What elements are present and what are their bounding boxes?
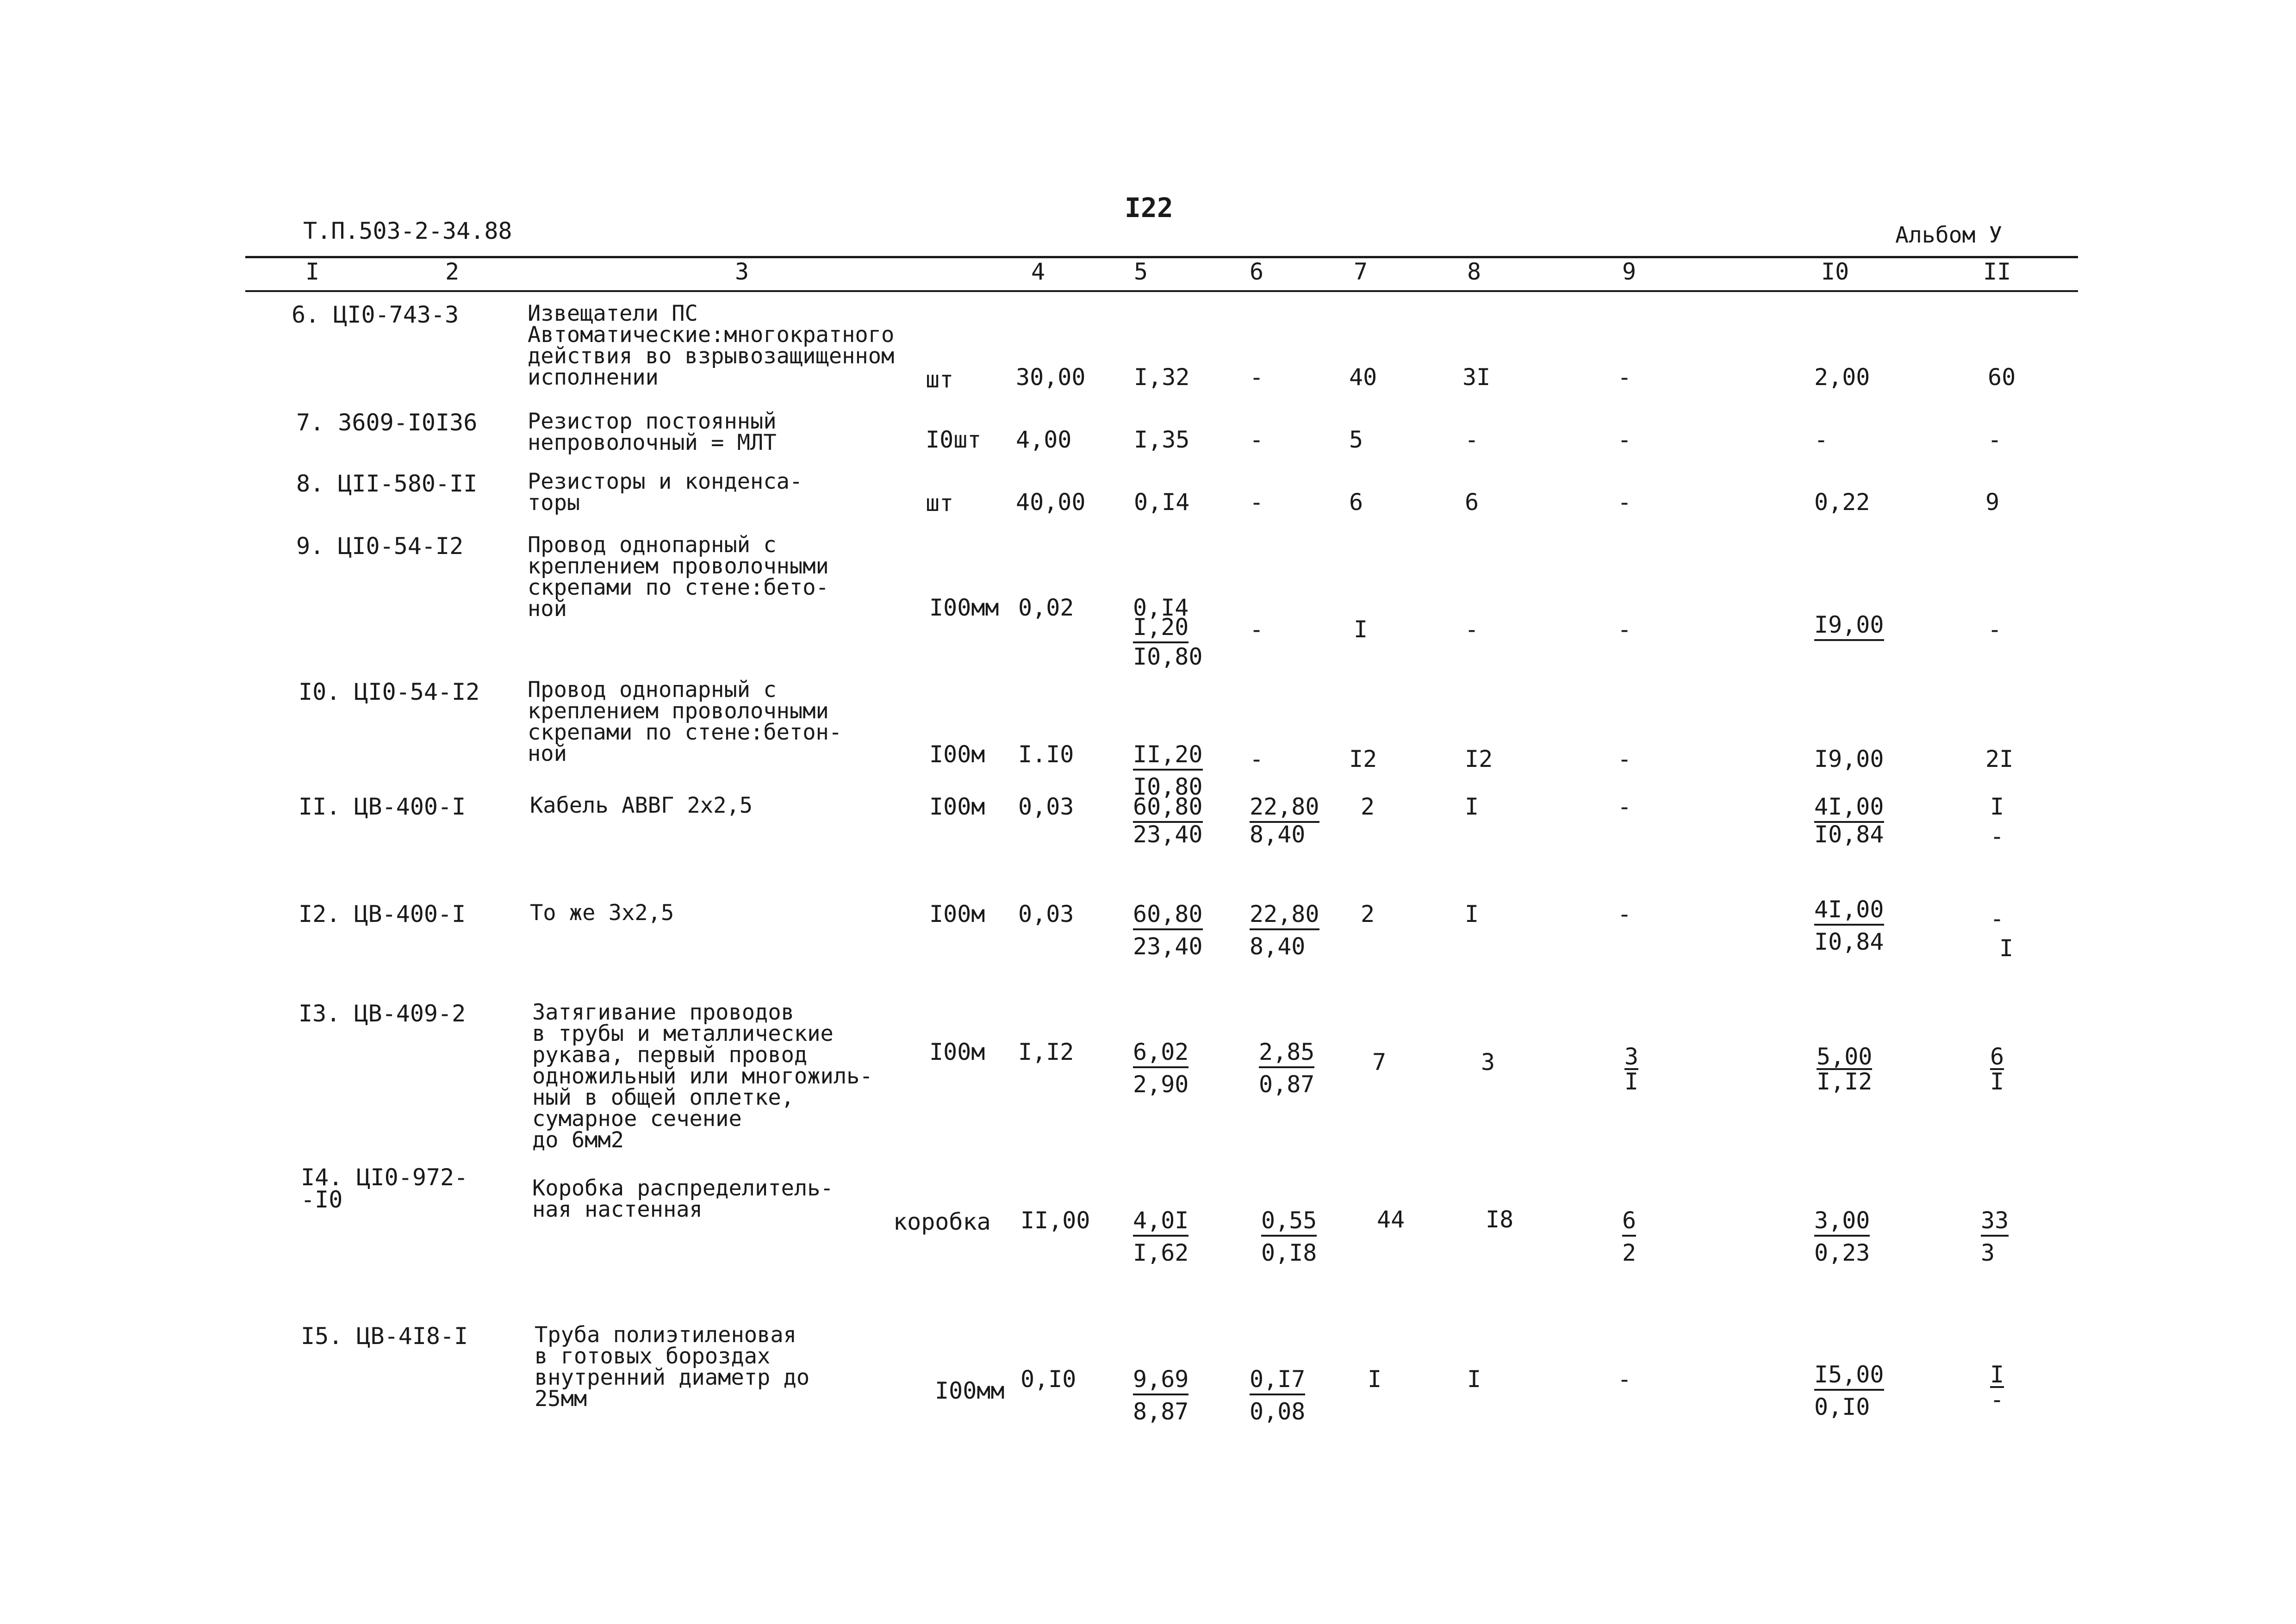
row-col10: - (1814, 426, 1829, 453)
row-col7: 7 (1372, 1049, 1387, 1076)
row-col8: I8 (1486, 1206, 1514, 1233)
fraction-denominator: 2 (1622, 1239, 1636, 1266)
stack-bottom: I (1999, 935, 2014, 962)
row-col8: I (1465, 793, 1479, 820)
row-col11-fraction (1990, 1045, 2004, 1093)
row-col11: - (1988, 426, 2002, 453)
row-col10-fraction (1814, 1363, 1884, 1419)
column-header-11: II (1983, 258, 2011, 285)
row-col10-fraction (1814, 1209, 1870, 1264)
column-header-8: 8 (1467, 258, 1481, 285)
row-col11-fraction (1981, 1209, 2009, 1264)
row-unit: I00мм (929, 594, 999, 621)
row-col10: I9,00 (1814, 746, 1884, 772)
row-description: Извещатели ПС Автоматические:многократного действия во взрывозащищенном исполнении (528, 301, 895, 390)
fraction-denominator: 0,87 (1259, 1071, 1315, 1098)
row-col7: 6 (1349, 489, 1363, 516)
row-code: 6. ЦI0-743-3 (292, 301, 459, 328)
fraction-numerator: 3 (1624, 1043, 1639, 1070)
row-col11-fraction (1990, 1363, 2004, 1411)
stack-bottom: - (1990, 823, 2004, 850)
fraction-numerator: I,20 (1133, 616, 1188, 643)
row-description: Провод однопарный с креплением проволочными скрепами по стене:бетон- ной (528, 677, 842, 766)
row-code: I2. ЦВ-400-I (299, 901, 466, 927)
row-quantity: 30,00 (1016, 364, 1086, 391)
row-col7: I2 (1349, 746, 1377, 772)
row-col5-fraction (1133, 1209, 1188, 1264)
fraction-numerator: 22,80 (1250, 795, 1319, 823)
row-col11-stack (1990, 795, 2004, 848)
fraction-numerator: 6,02 (1133, 1040, 1188, 1068)
row-unit: коробка (893, 1208, 991, 1235)
row-quantity: 0,03 (1018, 793, 1074, 820)
stack-top: I (1990, 793, 2004, 820)
row-col5-fraction (1133, 1368, 1188, 1423)
row-col9: - (1618, 793, 1632, 820)
fraction-numerator: 60,80 (1133, 902, 1203, 930)
fraction-denominator: 8,40 (1250, 821, 1306, 848)
row-code: I0. ЦI0-54-I2 (299, 678, 480, 705)
row-col8: I (1467, 1366, 1481, 1393)
row-description: Коробка распределитель- ная настенная (532, 1176, 834, 1222)
fraction-denominator: 23,40 (1133, 933, 1203, 960)
fraction-denominator: I (1990, 1068, 2004, 1095)
row-unit: I00м (929, 741, 985, 768)
column-header-9: 9 (1622, 258, 1636, 285)
row-col6: - (1250, 489, 1264, 516)
row-unit: I00м (929, 793, 985, 820)
fraction-numerator: 5,00 (1817, 1043, 1873, 1070)
fraction-denominator: I,I2 (1817, 1068, 1873, 1095)
row-col10-fraction (1814, 795, 1884, 846)
fraction-denominator: 0,23 (1814, 1239, 1870, 1266)
row-col6-fraction (1250, 795, 1319, 846)
row-code: I4. ЦI0-972- -I0 (301, 1164, 468, 1213)
fraction-denominator: 0,I0 (1814, 1394, 1870, 1420)
row-col10: 2,00 (1814, 364, 1870, 391)
row-description: Труба полиэтиленовая в готовых бороздах внутренний диаметр до 25мм (535, 1322, 810, 1412)
row-col5-top: 0,I4 (1133, 594, 1189, 621)
row-col9: - (1618, 426, 1632, 453)
fraction-denominator: I0,80 (1133, 643, 1203, 670)
row-col8: I (1465, 901, 1479, 927)
row-col6-fraction (1261, 1209, 1317, 1264)
row-col7: 2 (1361, 901, 1375, 927)
fraction-denominator: 23,40 (1133, 821, 1203, 848)
row-col9: - (1618, 901, 1632, 927)
row-col9: - (1618, 364, 1632, 391)
row-unit: I00м (929, 1039, 985, 1065)
row-col10-fraction (1817, 1045, 1872, 1093)
row-unit: шт (926, 366, 954, 393)
row-col7: 44 (1377, 1206, 1405, 1233)
column-header-3: 3 (735, 258, 749, 285)
column-header-10: I0 (1821, 258, 1849, 285)
row-col5: I,35 (1134, 426, 1190, 453)
row-col6: - (1250, 746, 1264, 772)
fraction-numerator: I (1990, 1361, 2004, 1388)
row-description: То же 3х2,5 (530, 900, 674, 926)
row-col8: - (1465, 616, 1479, 643)
row-quantity: 0,I0 (1020, 1366, 1076, 1393)
fraction-denominator: I,62 (1133, 1239, 1189, 1266)
column-header-4: 4 (1031, 258, 1045, 285)
row-col6: - (1250, 364, 1264, 391)
row-col9: - (1618, 489, 1632, 516)
row-unit: шт (926, 490, 954, 516)
row-col11: - (1988, 616, 2002, 643)
row-col6-fraction (1250, 1368, 1305, 1423)
row-col7: 5 (1349, 426, 1363, 453)
row-col9-fraction (1622, 1209, 1636, 1264)
column-header-5: 5 (1134, 258, 1148, 285)
fraction-denominator: I0,84 (1814, 928, 1884, 955)
row-col7: I (1354, 616, 1368, 643)
row-col7: 40 (1349, 364, 1377, 391)
column-header-7: 7 (1354, 258, 1368, 285)
fraction-numerator: 33 (1981, 1209, 2009, 1237)
fraction-denominator: I0,84 (1814, 821, 1884, 848)
page-number: I22 (1125, 192, 1173, 224)
row-col9: - (1618, 746, 1632, 772)
row-col8: I2 (1465, 746, 1493, 772)
row-quantity: 0,03 (1018, 901, 1074, 927)
fraction-denominator: 3 (1981, 1239, 1995, 1266)
row-col9: - (1618, 1366, 1632, 1393)
underlined-value: I9,00 (1814, 613, 1884, 641)
row-col5: 0,I4 (1134, 489, 1190, 516)
row-code: 8. ЦII-580-II (296, 470, 478, 497)
fraction-numerator: 4,0I (1133, 1209, 1188, 1237)
row-col11: 9 (1985, 489, 2000, 516)
row-unit: I0шт (926, 426, 982, 453)
fraction-denominator: 2,90 (1133, 1071, 1189, 1098)
row-col6-fraction (1259, 1040, 1314, 1096)
row-description: Резистор постоянный непроволочный = МЛТ (528, 409, 777, 455)
row-description: Затягивание проводов в трубы и металлические рукава, первый провод одножильный или многожиль- ный в общей оплетке, сумарное сечение до 6мм2 (532, 1000, 873, 1153)
row-col6: - (1250, 616, 1264, 643)
fraction-numerator: II,20 (1133, 743, 1203, 771)
row-col8: 6 (1465, 489, 1479, 516)
row-code: 7. 3609-I0I36 (296, 409, 478, 436)
row-unit: I00мм (935, 1377, 1005, 1404)
row-quantity: 0,02 (1018, 594, 1074, 621)
row-code: II. ЦВ-400-I (299, 793, 466, 820)
row-col9: - (1618, 616, 1632, 643)
row-quantity: II,00 (1020, 1207, 1090, 1234)
row-code: I5. ЦВ-4I8-I (301, 1323, 468, 1350)
fraction-numerator: 0,55 (1261, 1209, 1317, 1237)
row-col11: 2I (1985, 746, 2014, 772)
row-col11-stack (1990, 907, 2013, 960)
fraction-numerator: 6 (1990, 1043, 2004, 1070)
fraction-denominator: I (1624, 1068, 1639, 1095)
fraction-denominator: 8,40 (1250, 933, 1306, 960)
table-header-rule (245, 290, 2078, 292)
row-col11: 60 (1988, 364, 2016, 391)
fraction-numerator: 9,69 (1133, 1368, 1188, 1395)
row-col5-fraction (1133, 902, 1203, 958)
row-col9-fraction (1624, 1045, 1638, 1093)
column-header-1: I (305, 258, 320, 285)
fraction-numerator: 4I,00 (1814, 898, 1884, 926)
fraction-denominator: 0,08 (1250, 1398, 1306, 1425)
row-col5-fraction (1133, 616, 1203, 668)
row-col5: I,32 (1134, 364, 1190, 391)
fraction-numerator: 22,80 (1250, 902, 1319, 930)
row-col6-fraction (1250, 902, 1319, 958)
fraction-numerator: 2,85 (1259, 1040, 1314, 1068)
row-unit: I00м (929, 901, 985, 927)
fraction-denominator: I0,80 (1133, 773, 1203, 800)
fraction-numerator: 3,00 (1814, 1209, 1870, 1237)
fraction-numerator: 60,80 (1133, 795, 1203, 823)
row-quantity: 40,00 (1016, 489, 1086, 516)
fraction-denominator: 8,87 (1133, 1398, 1189, 1425)
row-col10: 0,22 (1814, 489, 1870, 516)
row-col7: I (1368, 1366, 1382, 1393)
row-col8: 3I (1462, 364, 1491, 391)
row-quantity: 4,00 (1016, 426, 1072, 453)
row-col8: - (1465, 426, 1479, 453)
column-header-2: 2 (445, 258, 460, 285)
row-col8: 3 (1481, 1049, 1495, 1076)
row-col7: 2 (1361, 793, 1375, 820)
column-header-6: 6 (1250, 258, 1264, 285)
album-label: Альбом У (1895, 222, 2003, 248)
stack-top: - (1990, 905, 2004, 932)
row-col6: - (1250, 426, 1264, 453)
row-col10-fraction (1814, 898, 1884, 953)
fraction-numerator: 6 (1622, 1209, 1636, 1237)
row-col5-fraction (1133, 795, 1203, 846)
row-col5-fraction (1133, 1040, 1188, 1096)
row-description: Кабель АВВГ 2х2,5 (530, 793, 753, 818)
row-code: 9. ЦI0-54-I2 (296, 533, 464, 560)
fraction-denominator: - (1990, 1386, 2004, 1413)
row-col10-underlined (1814, 613, 1884, 641)
fraction-numerator: I5,00 (1814, 1363, 1884, 1391)
document-code: Т.П.503-2-34.88 (303, 218, 512, 244)
row-description: Резисторы и конденса- торы (528, 469, 803, 516)
row-code: I3. ЦВ-409-2 (299, 1000, 466, 1027)
fraction-numerator: 0,I7 (1250, 1368, 1305, 1395)
row-description: Провод однопарный с креплением проволочными скрепами по стене:бето- ной (528, 532, 829, 622)
fraction-numerator: 4I,00 (1814, 795, 1884, 823)
row-quantity: I,I2 (1018, 1039, 1074, 1065)
fraction-denominator: 0,I8 (1261, 1239, 1317, 1266)
row-col5-fraction (1133, 743, 1203, 798)
table-top-rule (245, 256, 2078, 258)
row-quantity: I.I0 (1018, 741, 1074, 768)
